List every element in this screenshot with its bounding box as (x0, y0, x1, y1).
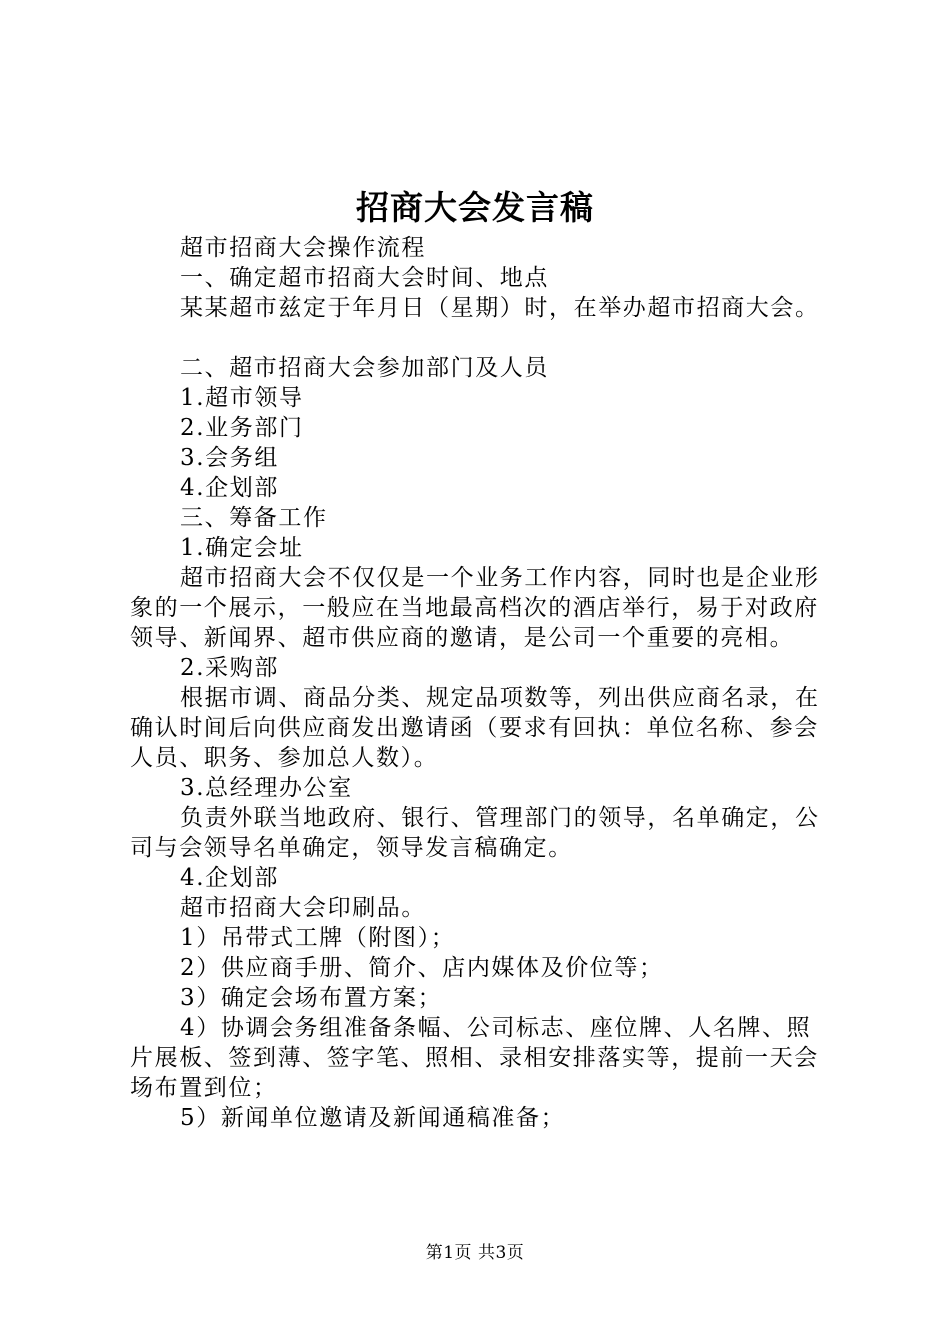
subsection-heading: 2.采购部 (180, 655, 279, 681)
list-item: 3）确定会场布置方案； (180, 985, 443, 1011)
list-item: 2）供应商手册、简介、店内媒体及价位等； (180, 955, 664, 981)
subsection-heading: 3.总经理办公室 (180, 775, 353, 801)
section-heading: 二、超市招商大会参加部门及人员 (180, 355, 549, 381)
document-body (130, 233, 835, 1133)
paragraph: 超市招商大会不仅仅是一个业务工作内容，同时也是企业形象的一个展示，一般应在当地最高档次的酒店举行，易于对政府领导、新闻界、超市供应商的邀请，是公司一个重要的亮相。 (130, 565, 820, 651)
list-item: 2.业务部门 (180, 415, 304, 441)
subsection-heading: 4.企划部 (180, 865, 279, 891)
blank-line (130, 323, 835, 353)
list-item: 1.超市领导 (180, 385, 304, 411)
paragraph: 超市招商大会操作流程 (180, 235, 426, 261)
paragraph: 超市招商大会印刷品。 (180, 895, 426, 921)
page-footer: 第1页 共3页 (425, 1243, 525, 1263)
paragraph: 某某超市兹定于年月日（星期）时，在举办超市招商大会。 (180, 295, 820, 321)
list-item: 1）吊带式工牌（附图）； (180, 925, 456, 951)
subsection-heading: 1.确定会址 (180, 535, 304, 561)
list-item: 5）新闻单位邀请及新闻通稿准备； (180, 1105, 566, 1131)
section-heading: 三、筹备工作 (180, 505, 328, 531)
list-item: 3.会务组 (180, 445, 279, 471)
list-item: 4.企划部 (180, 475, 279, 501)
section-heading: 一、确定超市招商大会时间、地点 (180, 265, 549, 291)
paragraph: 负责外联当地政府、银行、管理部门的领导，名单确定，公司与会领导名单确定，领导发言稿确定。 (130, 805, 820, 861)
list-item: 4）协调会务组准备条幅、公司标志、座位牌、人名牌、照片展板、签到薄、签字笔、照相、录相安排落实等，提前一天会场布置到位； (130, 1015, 819, 1101)
paragraph: 根据市调、商品分类、规定品项数等，列出供应商名录，在确认时间后向供应商发出邀请函（要求有回执：单位名称、参会人员、职务、参加总人数）。 (130, 685, 820, 771)
document-title: 招商大会发言稿 (356, 188, 594, 227)
